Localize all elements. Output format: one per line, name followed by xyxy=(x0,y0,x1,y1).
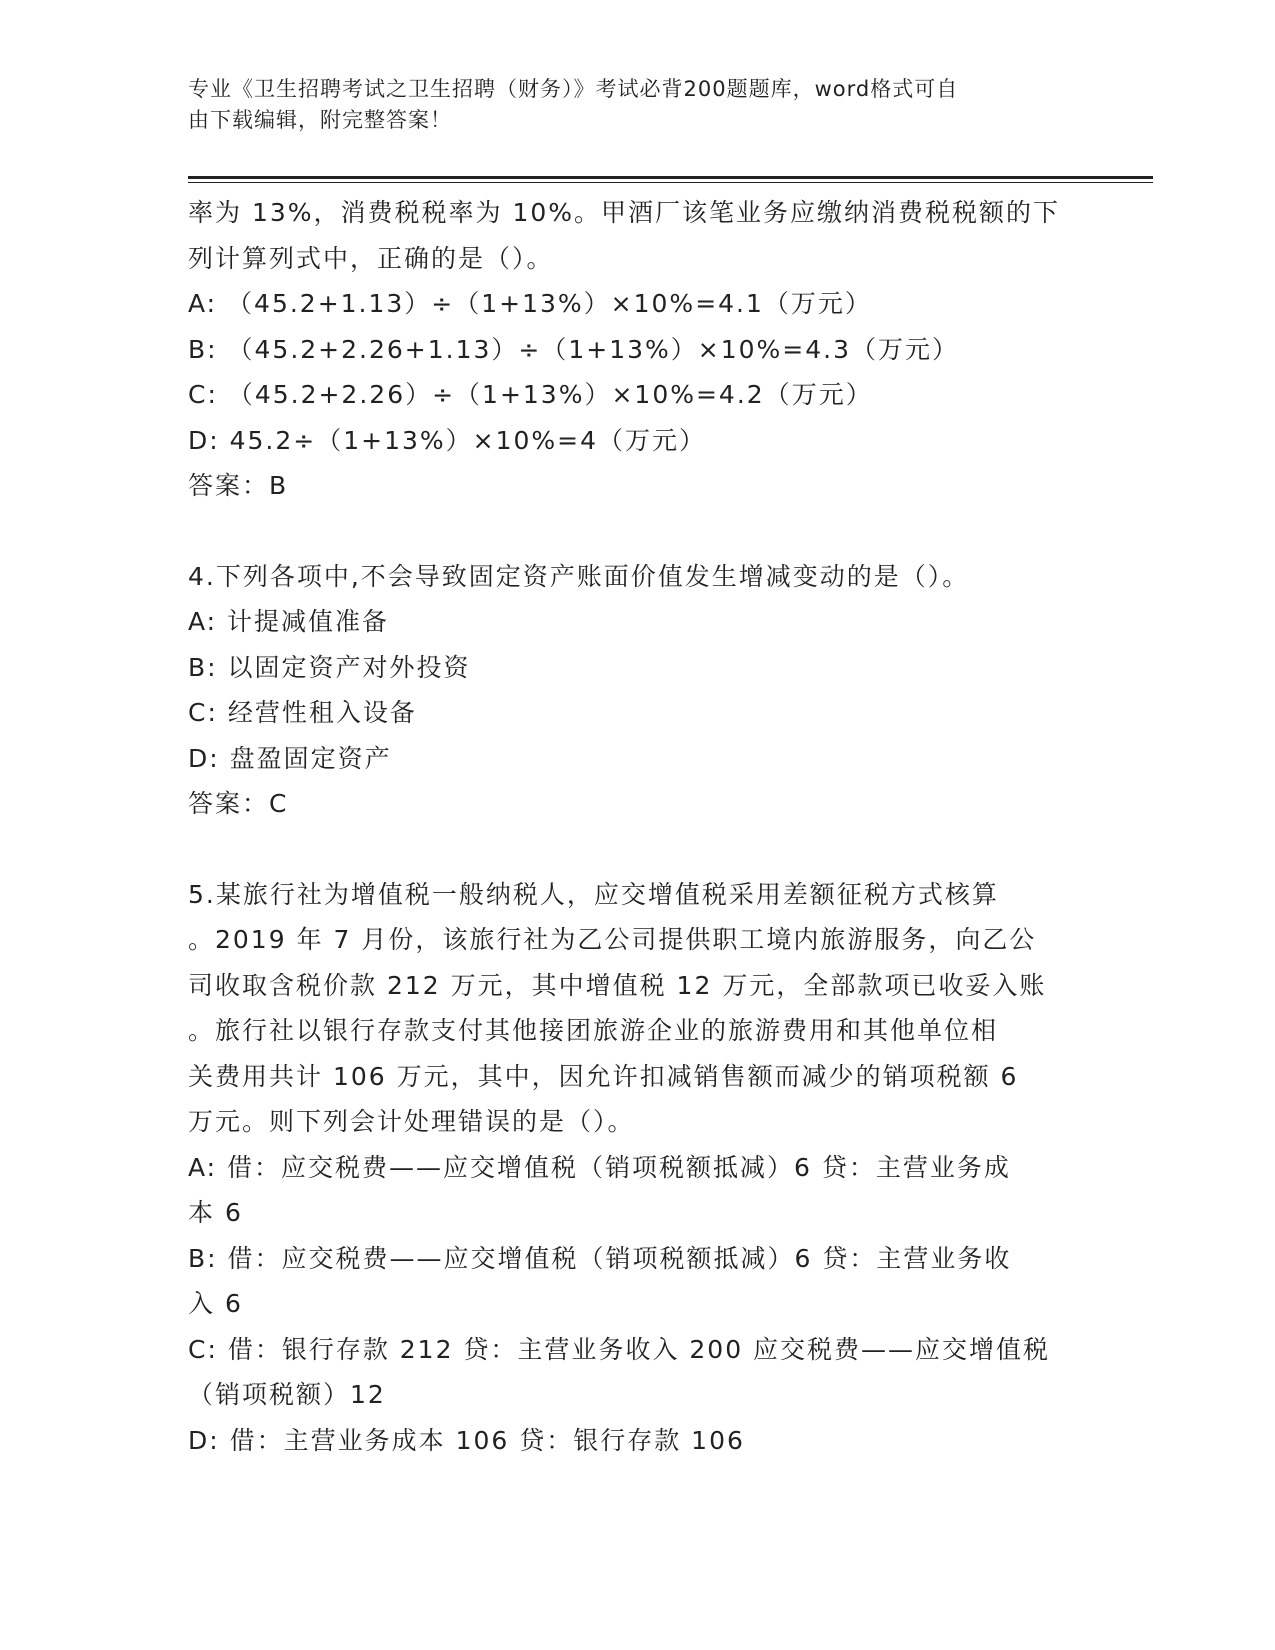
question-3-answer: 答案：B xyxy=(188,471,289,500)
question-3-text-line-2: 列计算列式中，正确的是（）。 xyxy=(188,243,554,273)
spacer xyxy=(188,509,1068,554)
question-4-option-a: A: 计提减值准备 xyxy=(188,607,390,636)
question-5-option-c-line-2: （销项税额）12 xyxy=(188,1380,386,1409)
question-5-option-b-line-2: 入 6 xyxy=(188,1289,243,1318)
document-header xyxy=(188,74,1068,136)
question-5-text-line-4: 。旅行社以银行存款支付其他接团旅游企业的旅游费用和其他单位相 xyxy=(188,1016,999,1045)
question-5-option-a-line-1: A: 借：应交税费——应交增值税（销项税额抵减）6 贷：主营业务成 xyxy=(188,1152,1011,1182)
question-3-option-d: D: 45.2÷（1+13%）×10%=4（万元） xyxy=(188,425,707,455)
question-3 xyxy=(188,190,1068,509)
question-3-option-b: B: （45.2+2.26+1.13）÷（1+13%）×10%=4.3（万元） xyxy=(188,334,959,364)
question-5-option-d: D: 借：主营业务成本 106 贷：银行存款 106 xyxy=(188,1425,745,1455)
question-5-text-line-3: 司收取含税价款 212 万元，其中增值税 12 万元，全部款项已收妥入账 xyxy=(188,970,1047,1000)
question-4-text: 4.下列各项中,不会导致固定资产账面价值发生增减变动的是（）。 xyxy=(188,561,970,591)
question-5-option-b-line-1: B: 借：应交税费——应交增值税（销项税额抵减）6 贷：主营业务收 xyxy=(188,1243,1012,1273)
spacer xyxy=(188,827,1068,872)
question-5-text-line-2: 。2019 年 7 月份，该旅行社为乙公司提供职工境内旅游服务，向乙公 xyxy=(188,925,1037,954)
question-4-option-b: B: 以固定资产对外投资 xyxy=(188,652,471,682)
header-line-2: 由下载编辑，附完整答案！ xyxy=(188,108,452,132)
document-body xyxy=(188,190,1068,1463)
question-3-option-a: A: （45.2+1.13）÷（1+13%）×10%=4.1（万元） xyxy=(188,289,872,318)
question-3-option-c: C: （45.2+2.26）÷（1+13%）×10%=4.2（万元） xyxy=(188,380,873,409)
question-3-text-line-1: 率为 13%，消费税税率为 10%。甲酒厂该笔业务应缴纳消费税税额的下 xyxy=(188,198,1061,227)
header-divider-thin xyxy=(188,182,1153,183)
question-5-option-c-line-1: C: 借：银行存款 212 贷：主营业务收入 200 应交税费——应交增值税 xyxy=(188,1334,1051,1364)
question-5-option-a-line-2: 本 6 xyxy=(188,1198,243,1227)
question-4 xyxy=(188,554,1068,827)
header-line-1: 专业《卫生招聘考试之卫生招聘（财务）》考试必背200题题库，word格式可自 xyxy=(188,77,959,101)
question-5-text-line-5: 关费用共计 106 万元，其中，因允许扣减销售额而减少的销项税额 6 xyxy=(188,1061,1019,1091)
question-5 xyxy=(188,872,1068,1464)
question-4-option-d: D: 盘盈固定资产 xyxy=(188,743,392,773)
question-4-answer: 答案：C xyxy=(188,789,289,818)
question-5-text-line-1: 5.某旅行社为增值税一般纳税人，应交增值税采用差额征税方式核算 xyxy=(188,879,999,909)
header-divider-thick xyxy=(188,176,1153,179)
question-5-text-line-6: 万元。则下列会计处理错误的是（）。 xyxy=(188,1107,635,1136)
question-4-option-c: C: 经营性租入设备 xyxy=(188,698,417,727)
